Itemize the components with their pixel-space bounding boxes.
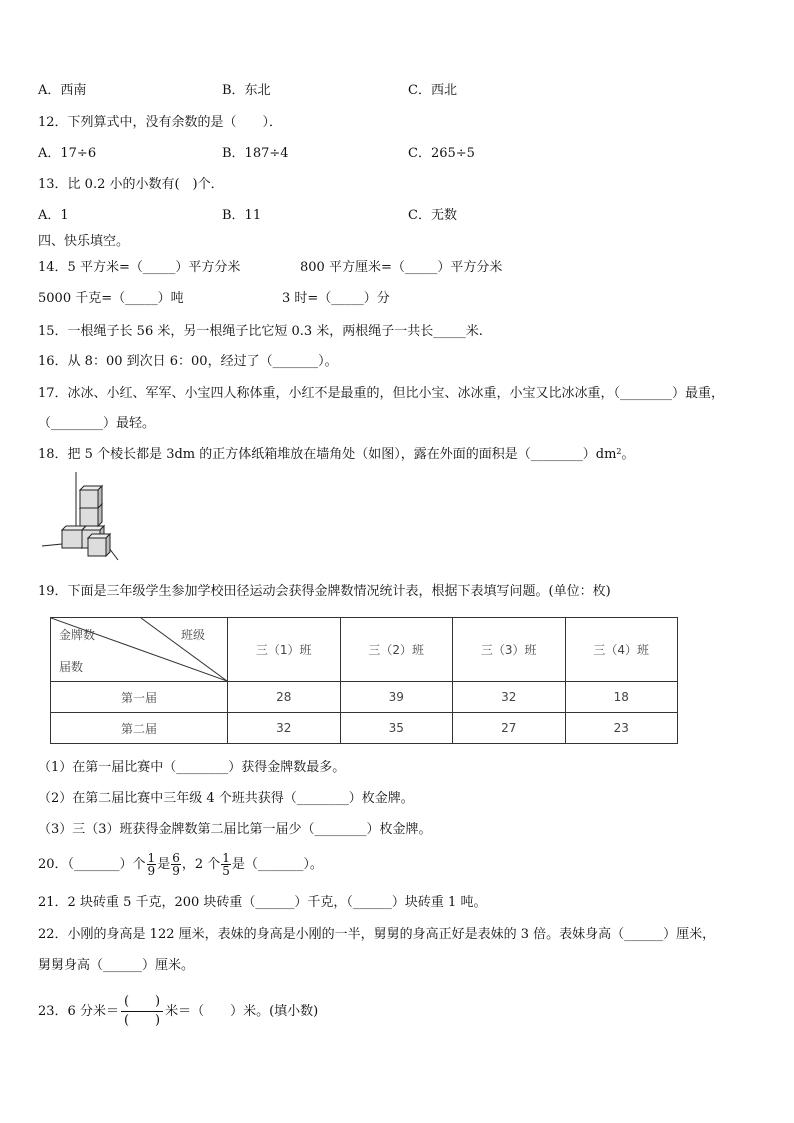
q15-text: 15．一根绳子长 56 米，另一根绳子比它短 0.3 米，两根绳子一共长_____米. (38, 324, 483, 339)
q20-part3: ，2 个 (181, 857, 221, 872)
q18-superscript: 2 (616, 447, 622, 456)
fraction-numerator: 1 (147, 851, 156, 865)
q21-text: 21．2 块砖重 5 千克，200 块砖重（______）千克，（______）块砖重 1 吨。 (38, 895, 487, 910)
table-cell: 35 (340, 713, 453, 744)
table-row (51, 682, 678, 713)
q12-text: 12．下列算式中，没有余数的是（ ）． (38, 115, 283, 130)
q17-line2: （________）最轻。 (38, 416, 156, 431)
section-heading: 四、快乐填空。 (38, 234, 130, 249)
q13-option-c: C．无数 (408, 208, 457, 223)
table-header-diagonal-cell (51, 618, 228, 682)
column-header: 三（2）班 (340, 618, 453, 682)
cube (80, 486, 102, 508)
header-gold-count: 金牌数 (59, 628, 96, 642)
q18-text (38, 447, 635, 463)
fraction-numerator: 6 (172, 851, 180, 865)
fraction (221, 852, 231, 877)
q19-text: 19．下面是三年级学生参加学校田径运动会获得金牌数情况统计表，根据下表填写问题。(单位：枚) (38, 584, 611, 599)
fraction (171, 852, 181, 877)
q23-text (38, 990, 318, 1034)
column-header: 三（1）班 (228, 618, 341, 682)
table-cell: 32 (453, 682, 566, 713)
q13-option-b: B．11 (222, 208, 262, 223)
q19-sub1: （1）在第一届比赛中（________）获得金牌数最多。 (38, 760, 346, 775)
fraction-denominator: ( ) (123, 1013, 161, 1028)
q17-line1: 17．冰冰、小红、军军、小宝四人称体重，小红不是最重的，但比小宝、冰冰重，小宝又比冰冰重，（________）最重， (38, 386, 725, 401)
q11-option-a: A．西南 (38, 83, 87, 98)
row-label: 第一届 (51, 682, 228, 713)
cube-stack-figure (40, 472, 124, 568)
table-cell: 23 (565, 713, 678, 744)
q14-part-b: 800 平方厘米=（_____）平方分米 (300, 260, 503, 275)
table-cell: 27 (453, 713, 566, 744)
q19-sub2: （2）在第二届比赛中三年级 4 个班共获得（________）枚金牌。 (38, 791, 414, 806)
table-cell: 28 (228, 682, 341, 713)
gold-medal-table (50, 617, 678, 744)
q14-part-d: 3 时=（_____）分 (282, 291, 390, 306)
table-cell: 32 (228, 713, 341, 744)
table-cell: 39 (340, 682, 453, 713)
q12-option-a: A．17÷6 (38, 146, 97, 161)
q13-option-a: A．1 (38, 208, 69, 223)
q11-option-c: C．西北 (408, 83, 457, 98)
fraction-denominator: 9 (147, 864, 156, 878)
row-label: 第二届 (51, 713, 228, 744)
cube (88, 534, 110, 556)
q20-part1: 20．（_______）个 (38, 857, 146, 872)
column-header: 三（4）班 (565, 618, 678, 682)
q13-text: 13．比 0.2 小的小数有( )个． (38, 177, 224, 192)
q14-part-c: 5000 千克=（_____）吨 (38, 291, 184, 306)
q16-text: 16．从 8：00 到次日 6：00，经过了（_______）。 (38, 354, 338, 369)
header-class: 班级 (180, 628, 205, 642)
table-row (51, 713, 678, 744)
q19-sub3: （3）三（3）班获得金牌数第二届比第一届少（________）枚金牌。 (38, 822, 432, 837)
q23-part2: 米＝（ ）米。(填小数) (165, 1004, 319, 1019)
fraction-denominator: 5 (222, 864, 230, 878)
q11-option-b: B．东北 (222, 83, 271, 98)
q23-part1: 23．6 分米＝ (38, 1004, 119, 1019)
q12-option-b: B．187÷4 (222, 146, 289, 161)
q22-line2: 舅舅身高（______）厘米。 (38, 958, 195, 973)
q14-part-a: 14．5 平方米=（_____）平方分米 (38, 260, 241, 275)
fraction-numerator: ( ) (121, 993, 163, 1012)
column-header: 三（3）班 (453, 618, 566, 682)
q20-part2: 是 (157, 857, 171, 872)
q12-option-c: C．265÷5 (408, 146, 475, 161)
q22-line1: 22．小刚的身高是 122 厘米，表妹的身高是小刚的一半，舅舅的身高正好是表妹的 3 倍。表妹身高（______）厘米， (38, 927, 716, 942)
fraction-numerator: 1 (222, 851, 230, 865)
q18-end: 。 (621, 447, 635, 462)
fraction (147, 852, 157, 877)
header-session: 届数 (59, 660, 84, 674)
table-cell: 18 (565, 682, 678, 713)
q20-part4: 是（_______）。 (231, 857, 323, 872)
fraction (121, 993, 163, 1030)
fraction-denominator: 9 (172, 864, 180, 878)
q18-body: 18．把 5 个棱长都是 3dm 的正方体纸箱堆放在墙角处（如图），露在外面的面积是（________）dm (38, 447, 617, 462)
q20-text (38, 847, 323, 883)
